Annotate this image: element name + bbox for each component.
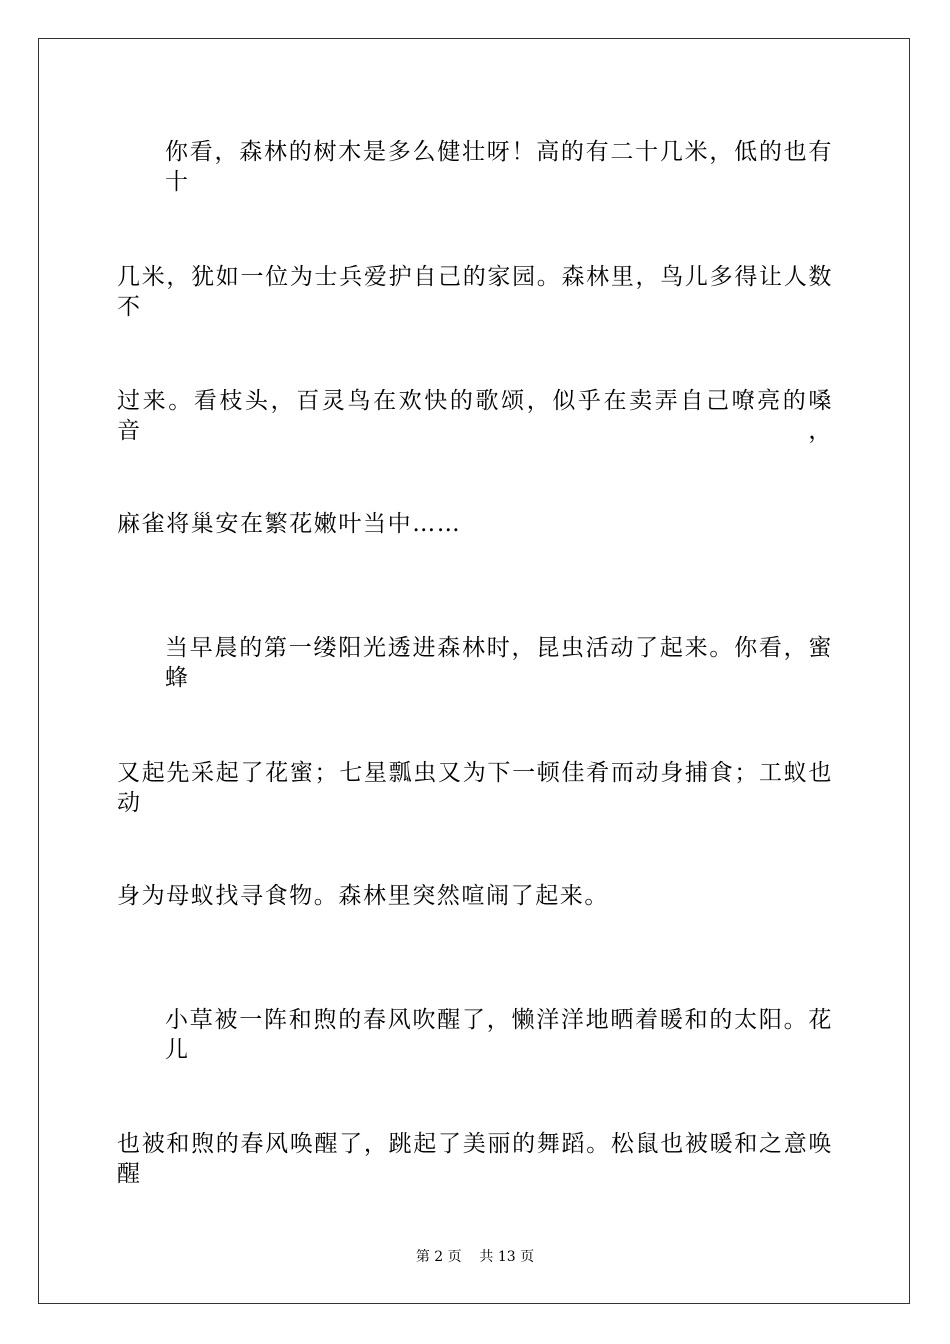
paragraph-3-line-2: 也被和煦的春风唤醒了，跳起了美丽的舞蹈。松鼠也被暖和之意唤醒 — [117, 1131, 833, 1187]
paragraph-1-line-1: 你看，森林的树木是多么健壮呀！高的有二十几米，低的也有十 — [165, 139, 833, 195]
paragraph-1-line-4: 麻雀将巢安在繁花嫩叶当中…… — [117, 511, 462, 537]
page-number: 第 2 页 共 13 页 — [415, 1249, 535, 1265]
paragraph-2-line-3: 身为母蚁找寻食物。森林里突然喧闹了起来。 — [117, 883, 609, 909]
paragraph-2-line-1: 当早晨的第一缕阳光透进森林时，昆虫活动了起来。你看，蜜蜂 — [165, 635, 833, 691]
paragraph-3-line-1: 小草被一阵和煦的春风吹醒了，懒洋洋地晒着暖和的太阳。花儿 — [165, 1007, 833, 1063]
paragraph-2-line-2: 又起先采起了花蜜；七星瓢虫又为下一顿佳肴而动身捕食；工蚁也动 — [117, 760, 833, 816]
paragraph-1-line-2: 几米，犹如一位为士兵爱护自己的家园。森林里，鸟儿多得让人数不 — [117, 264, 833, 320]
paragraph-1-line-3: 过来。看枝头，百灵鸟在欢快的歌颂，似乎在卖弄自己嘹亮的嗓音， — [117, 388, 833, 444]
